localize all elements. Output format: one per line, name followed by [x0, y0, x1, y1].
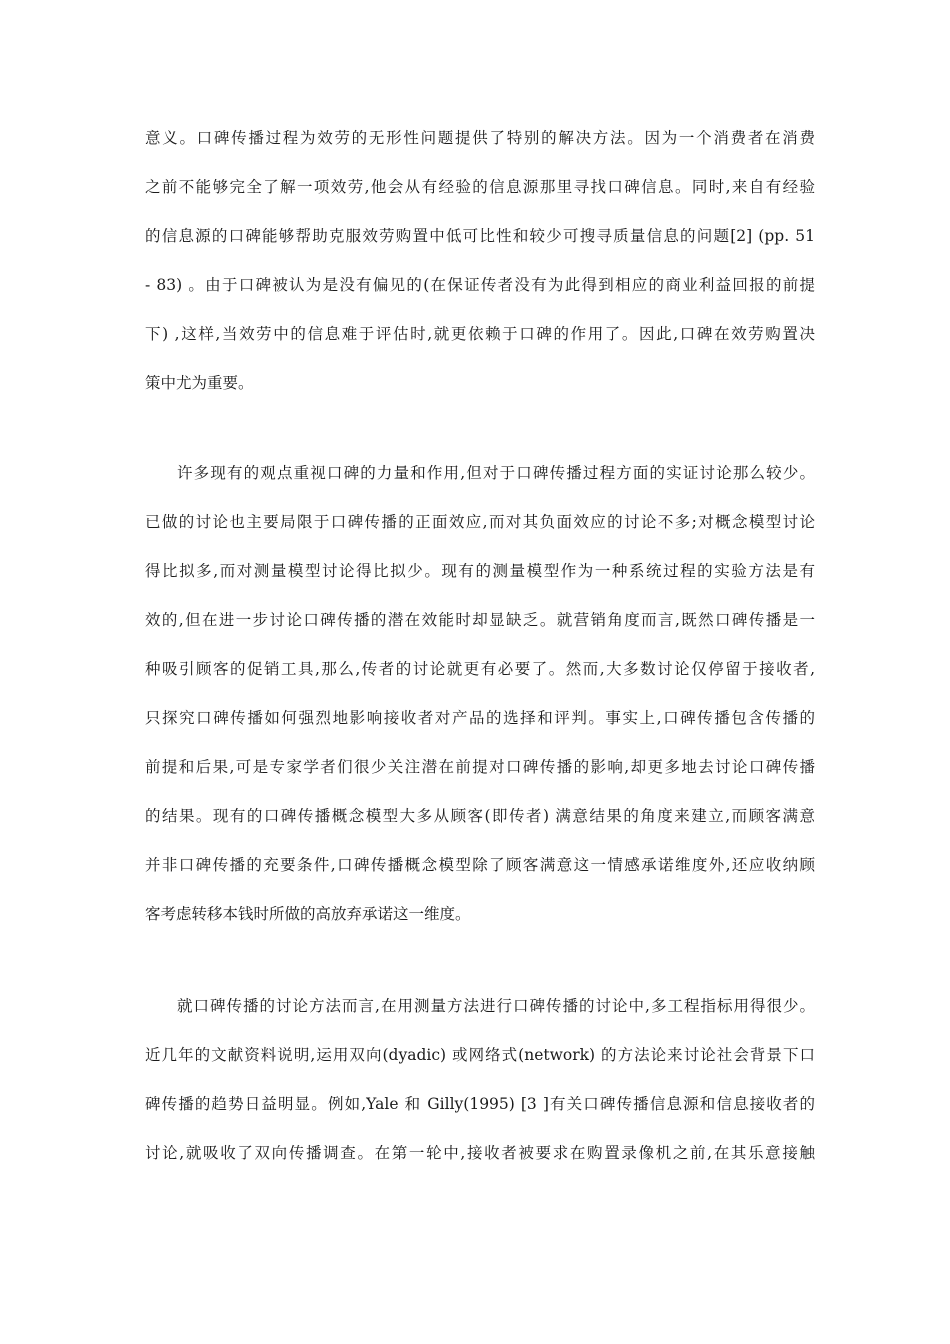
- paragraph-2-line-1: 许多现有的观点重视口碑的力量和作用,但对于口碑传播过程方面的实证讨论那么较少。: [177, 464, 815, 482]
- paragraph-3-line-2: 近几年的文献资料说明,运用双向(dyadic) 或网络式(network) 的方法论来讨论社会背景下口: [145, 1046, 815, 1064]
- paragraph-1-line-3: 的信息源的口碑能够帮助克服效劳购置中低可比性和较少可搜寻质量信息的问题[2] (pp. 51: [145, 227, 815, 245]
- paragraph-2-line-8: 的结果。现有的口碑传播概念模型大多从顾客(即传者) 满意结果的角度来建立,而顾客满意: [145, 807, 815, 825]
- paragraph-3-line-1: 就口碑传播的讨论方法而言,在用测量方法进行口碑传播的讨论中,多工程指标用得很少。: [177, 997, 815, 1015]
- paragraph-2-line-4: 效的,但在进一步讨论口碑传播的潜在效能时却显缺乏。就营销角度而言,既然口碑传播是一: [145, 611, 815, 629]
- paragraph-3-line-3: 碑传播的趋势日益明显。例如,Yale 和 Gilly(1995) [3 ]有关口碑传播信息源和信息接收者的: [145, 1095, 815, 1113]
- paragraph-1-line-5: 下) ,这样,当效劳中的信息难于评估时,就更依赖于口碑的作用了。因此,口碑在效劳购置决: [145, 325, 815, 343]
- paragraph-1-line-2: 之前不能够完全了解一项效劳,他会从有经验的信息源那里寻找口碑信息。同时,来自有经验: [145, 178, 815, 196]
- paragraph-1-line-1: 意义。口碑传播过程为效劳的无形性问题提供了特别的解决方法。因为一个消费者在消费: [145, 129, 815, 147]
- paragraph-2-line-6: 只探究口碑传播如何强烈地影响接收者对产品的选择和评判。事实上,口碑传播包含传播的: [145, 709, 815, 727]
- paragraph-1-line-4: - 83) 。由于口碑被认为是没有偏见的(在保证传者没有为此得到相应的商业利益回报的前提: [145, 276, 815, 294]
- paragraph-2-line-5: 种吸引顾客的促销工具,那么,传者的讨论就更有必要了。然而,大多数讨论仅停留于接收者,: [145, 660, 815, 678]
- paragraph-3-line-4: 讨论,就吸收了双向传播调查。在第一轮中,接收者被要求在购置录像机之前,在其乐意接触: [145, 1144, 815, 1162]
- paragraph-2-line-3: 得比拟多,而对测量模型讨论得比拟少。现有的测量模型作为一种系统过程的实验方法是有: [145, 562, 815, 580]
- paragraph-2-line-7: 前提和后果,可是专家学者们很少关注潜在前提对口碑传播的影响,却更多地去讨论口碑传播: [145, 758, 815, 776]
- paragraph-2-line-2: 已做的讨论也主要局限于口碑传播的正面效应,而对其负面效应的讨论不多;对概念模型讨论: [145, 513, 815, 531]
- paragraph-1-line-6: 策中尤为重要。: [145, 374, 254, 392]
- paragraph-2-line-9: 并非口碑传播的充要条件,口碑传播概念模型除了顾客满意这一情感承诺维度外,还应收纳顾: [145, 856, 815, 874]
- paragraph-2-line-10: 客考虑转移本钱时所做的高放弃承诺这一维度。: [145, 905, 471, 923]
